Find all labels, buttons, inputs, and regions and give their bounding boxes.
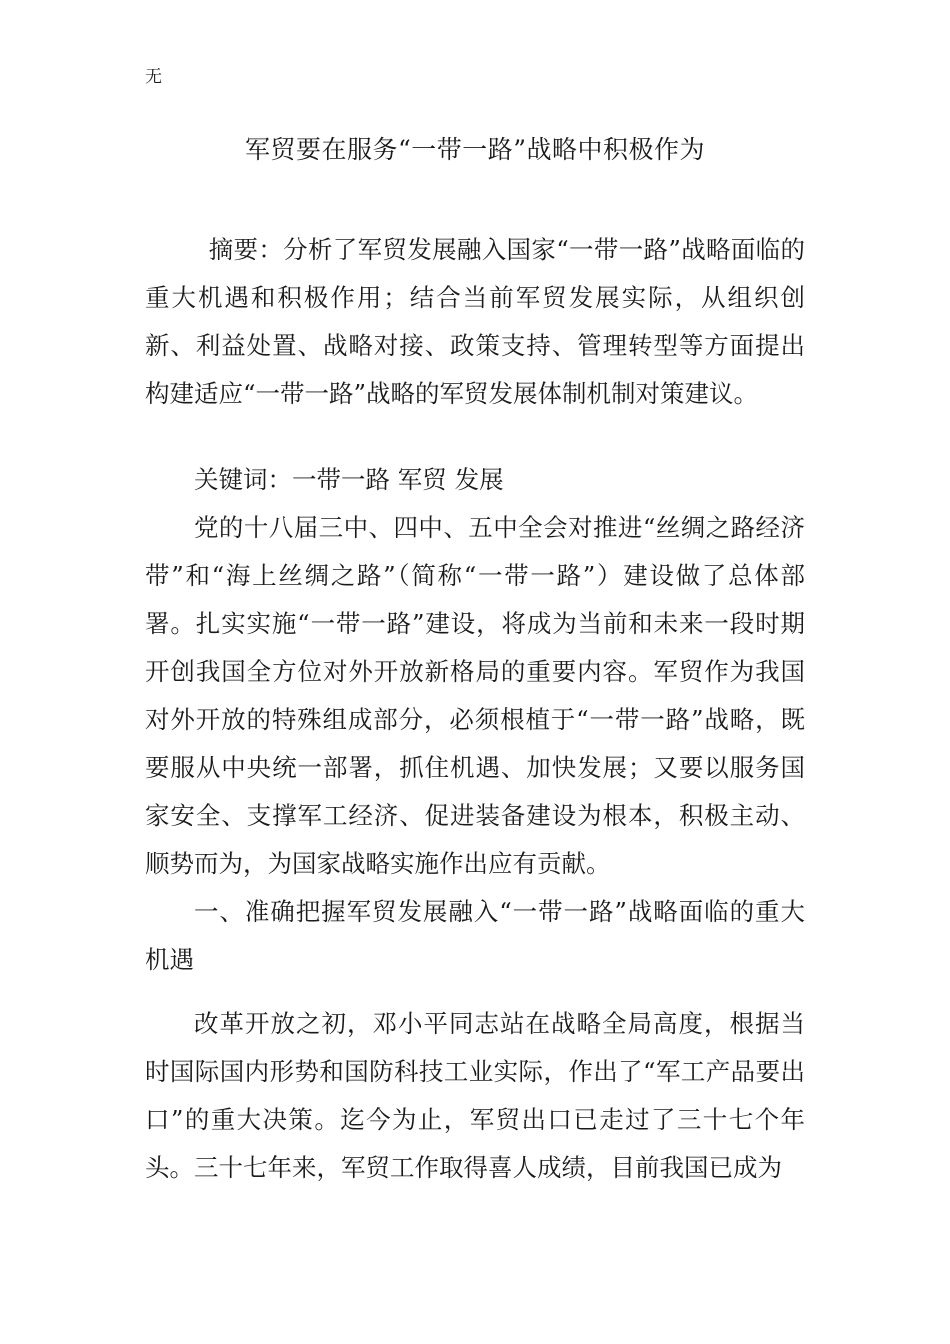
abstract-paragraph: 摘要：分析了军贸发展融入国家“一带一路”战略面临的重大机遇和积极作用；结合当前军贸发展实际，从组织创新、利益处置、战略对接、政策支持、管理转型等方面提出构建适应“一带一路”战略的军贸发展体制机制对策建议。 xyxy=(145,235,805,408)
keywords-line: 关键词：一带一路 军贸 发展 xyxy=(194,465,504,494)
body-paragraph: 改革开放之初，邓小平同志站在战略全局高度，根据当时国际国内形势和国防科技工业实际，作出了“军工产品要出口”的重大决策。迄今为止，军贸出口已走过了三十七个年头。三十七年来，军贸工作取得喜人成绩，目前我国已成为 xyxy=(145,1009,805,1182)
document-title: 军贸要在服务“一带一路”战略中积极作为 xyxy=(244,135,706,164)
body-paragraph: 党的十八届三中、四中、五中全会对推进“丝绸之路经济带”和“海上丝绸之路”（简称“一带一路”）建设做了总体部署。扎实实施“一带一路”建设，将成为当前和未来一段时期开创我国全方位对外开放新格局的重要内容。军贸作为我国对外开放的特殊组成部分，必须根植于“一带一路”战略，既要服从中央统一部署，抓住机遇、加快发展；又要以服务国家安全、支撑军工经济、促进装备建设为根本，积极主动、顺势而为，为国家战略实施作出应有贡献。 xyxy=(145,513,805,878)
section-heading: 一、准确把握军贸发展融入“一带一路”战略面临的重大机遇 xyxy=(145,897,805,974)
header-note: 无 xyxy=(145,67,162,87)
